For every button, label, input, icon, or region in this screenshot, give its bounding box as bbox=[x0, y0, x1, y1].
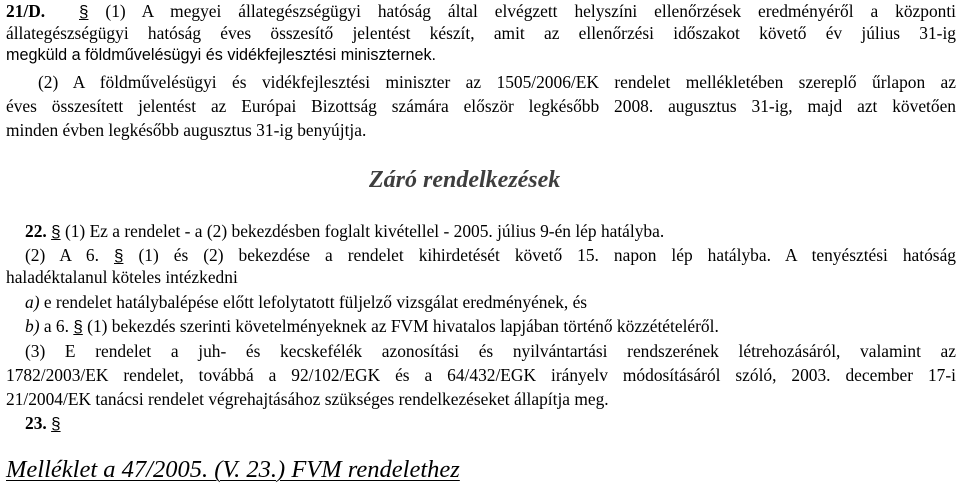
section-number: 22. bbox=[25, 221, 47, 241]
section-22-line-3 bbox=[6, 266, 238, 288]
section-sign: § bbox=[51, 222, 61, 241]
section-22-line-1 bbox=[25, 220, 664, 243]
section-22-3-line-3 bbox=[6, 388, 609, 410]
text-run: (2) A földművelésügyi és vidékfejlesztési miniszter az 1505/2006/EK rendelet mellékletében szereplő űrlapon az bbox=[38, 72, 956, 92]
text-run: a 6. bbox=[43, 316, 69, 336]
text-run: (1) A megyei állategészségügyi hatóság által elvégzett helyszíni ellenőrzések eredményéről a központi bbox=[105, 1, 957, 21]
text-run: éves összesített jelentést az Európai Bizottság számára először legkésőbb 2008. augusztus 31-ig, majd azt követően bbox=[6, 96, 956, 116]
text-run: (1) Ez a rendelet - a (2) bekezdésben foglalt kivétellel - 2005. július 9-én lép hatályba. bbox=[64, 221, 665, 241]
text-run: (3) E rendelet a juh- és kecskefélék azonosítási és nyilvántartási rendszerének létrehozásáról, valamint az bbox=[25, 341, 956, 361]
section-number: 23. bbox=[25, 413, 47, 433]
section-number: 21/D. bbox=[6, 1, 46, 21]
section-22-3-line-1 bbox=[6, 340, 956, 362]
text-run: (2) A 6. bbox=[25, 245, 99, 265]
paragraph-21d-line-2 bbox=[6, 22, 956, 44]
section-22-line-2 bbox=[6, 244, 956, 267]
section-23-heading bbox=[25, 412, 61, 435]
text-run: megküld a földművelésügyi és vidékfejlesztési miniszternek. bbox=[6, 46, 437, 64]
text-run: 21/2004/EK tanácsi rendelet végrehajtásához szükséges rendelkezéseket állapítja meg. bbox=[6, 389, 609, 409]
text-run: (1) és (2) bekezdése a rendelet kihirdetését követő 15. napon lép hatályba. A tenyésztési hatóság bbox=[138, 245, 956, 265]
paragraph-21d-2-line-3 bbox=[6, 119, 366, 141]
annex-title: Melléklet a 47/2005. (V. 23.) FVM rendelethez bbox=[6, 456, 460, 483]
list-label: b) bbox=[25, 316, 40, 336]
paragraph-21d-2-line-2 bbox=[6, 95, 956, 117]
paragraph-21d-2-line-1 bbox=[6, 71, 956, 93]
text-run: e rendelet hatálybalépése előtt lefolytatott füljelző vizsgálat eredményének, és bbox=[43, 292, 588, 312]
text-run: 1782/2003/EK rendelet, továbbá a 92/102/EGK és a 64/432/EGK irányelv módosításáról szóló, 2003. december 17-i bbox=[6, 365, 956, 385]
paragraph-21d-line-1 bbox=[6, 0, 956, 23]
list-item-a bbox=[25, 291, 587, 313]
paragraph-21d-line-3 bbox=[6, 44, 436, 66]
list-label: a) bbox=[25, 292, 40, 312]
text-run: (1) bekezdés szerinti követelményeknek az FVM hivatalos lapjában történő közzétételéről. bbox=[87, 316, 719, 336]
closing-provisions-heading: Záró rendelkezések bbox=[369, 167, 561, 193]
text-run: haladéktalanul köteles intézkedni bbox=[6, 267, 238, 287]
text-run: állategészségügyi hatóság éves összesítő jelentést készít, amit az ellenőrzési időszakot követő év július 31-ig bbox=[6, 23, 956, 43]
section-22-3-line-2 bbox=[6, 364, 956, 386]
section-sign: § bbox=[113, 246, 124, 265]
section-sign: § bbox=[51, 414, 61, 433]
list-item-b bbox=[25, 315, 719, 338]
section-sign: § bbox=[79, 2, 89, 21]
section-sign: § bbox=[73, 317, 83, 336]
text-run: minden évben legkésőbb augusztus 31-ig benyújtja. bbox=[6, 120, 367, 140]
